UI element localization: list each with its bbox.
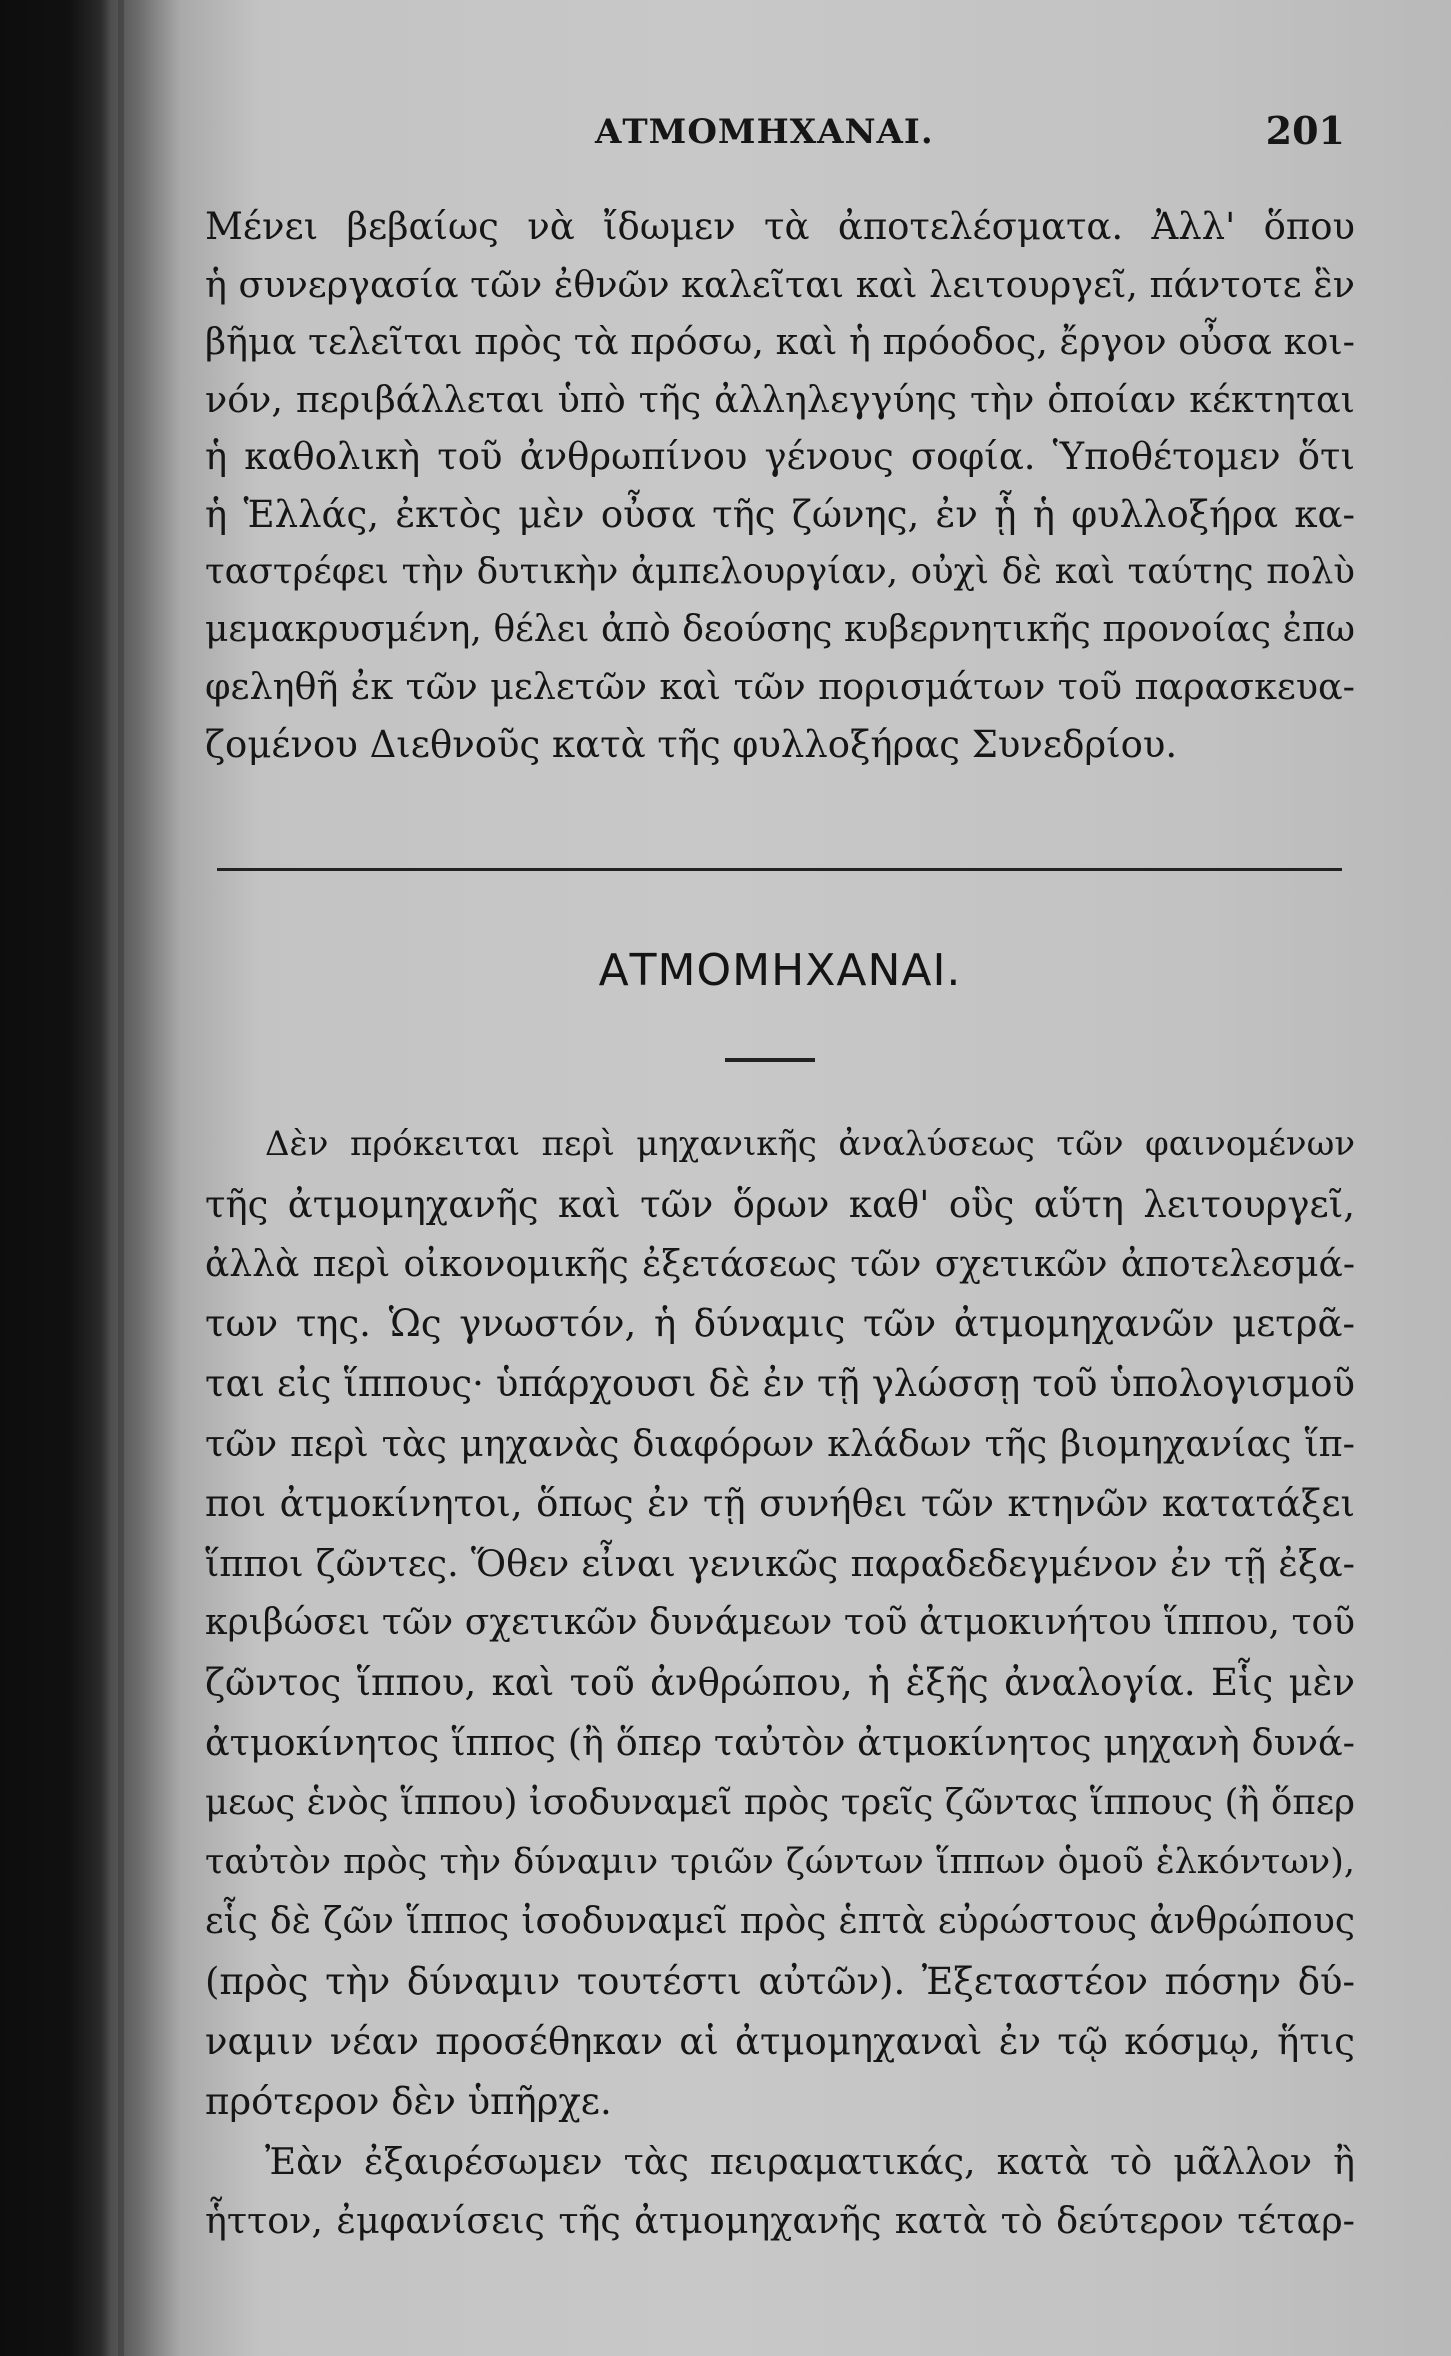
text-line: μεως ἑνὸς ἵππου) ἰσοδυναμεῖ πρὸς τρεῖς ζῶντας ἵππους (ἢ ὅπερ [205, 1781, 1355, 1823]
text-line: βῆμα τελεῖται πρὸς τὰ πρόσω, καὶ ἡ πρόοδος, ἔργον οὖσα κοι- [205, 320, 1355, 363]
running-head-title: ΑΤΜΟΜΗΧΑΝΑΙ. [595, 112, 934, 152]
text-line: ποι ἀτμοκίνητοι, ὅπως ἐν τῇ συνήθει τῶν κτηνῶν κατατάξει [205, 1481, 1355, 1525]
text-line: ἀτμοκίνητος ἵππος (ἢ ὅπερ ταὐτὸν ἀτμοκίνητος μηχανὴ δυνά- [205, 1720, 1355, 1764]
text-line: ἡ συνεργασία τῶν ἐθνῶν καλεῖται καὶ λειτουργεῖ, πάντοτε ἓν [205, 262, 1355, 306]
text-line: ἵπποι ζῶντες. Ὅθεν εἶναι γενικῶς παραδεδεγμένον ἐν τῇ ἐξα- [205, 1541, 1355, 1585]
text-line: ται εἰς ἵππους· ὑπάρχουσι δὲ ἐν τῇ γλώσσῃ τοῦ ὑπολογισμοῦ [205, 1362, 1355, 1406]
text-line: μεμακρυσμένη, θέλει ἀπὸ δεούσης κυβερνητικῆς προνοίας ἐπω [205, 608, 1355, 650]
text-line: ναμιν νέαν προσέθηκαν αἱ ἀτμομηχαναὶ ἐν τῷ κόσμῳ, ἥτις [205, 2019, 1355, 2063]
text-line: ἡ Ἑλλάς, ἐκτὸς μὲν οὖσα τῆς ζώνης, ἐν ᾗ ἡ φυλλοξήρα κα- [205, 492, 1355, 536]
page-number: 201 [1265, 108, 1345, 153]
text-line: Δὲν πρόκειται περὶ μηχανικῆς ἀναλύσεως τῶν φαινομένων [265, 1124, 1355, 1164]
section-title: ΑΤΜΟΜΗΧΑΝΑΙ. [598, 945, 962, 996]
text-line: ἧττον, ἐμφανίσεις τῆς ἀτμομηχανῆς κατὰ τὸ δεύτερον τέταρ- [205, 2199, 1355, 2243]
top-paragraph [205, 198, 1355, 773]
text-line: εἷς δὲ ζῶν ἵππος ἰσοδυναμεῖ πρὸς ἑπτὰ εὐρώστους ἀνθρώπους [205, 1901, 1355, 1943]
title-underline [725, 1058, 815, 1062]
text-line: φεληθῆ ἐκ τῶν μελετῶν καὶ τῶν πορισμάτων τοῦ παρασκευα- [205, 665, 1355, 708]
book-spine-shadow [0, 0, 110, 2356]
gutter-shadow [118, 0, 124, 2356]
text-line: νόν, περιβάλλεται ὑπὸ τῆς ἀλληλεγγύης τὴν ὁποίαν κέκτηται [205, 377, 1355, 421]
text-line: ἡ καθολικὴ τοῦ ἀνθρωπίνου γένους σοφία. Ὑποθέτομεν ὅτι [205, 435, 1355, 478]
running-head [205, 108, 1355, 162]
text-line: τῶν περὶ τὰς μηχανὰς διαφόρων κλάδων τῆς βιομηχανίας ἵπ- [205, 1421, 1355, 1465]
text-line: ζομένου Διεθνοῦς κατὰ τῆς φυλλοξήρας Συνεδρίου. [205, 722, 1178, 766]
text-line: των της. Ὡς γνωστόν, ἡ δύναμις τῶν ἀτμομηχανῶν μετρᾶ- [205, 1302, 1355, 1346]
text-line: ζῶντος ἵππου, καὶ τοῦ ἀνθρώπου, ἡ ἑξῆς ἀναλογία. Εἷς μὲν [205, 1661, 1355, 1705]
text-line: τῆς ἀτμομηχανῆς καὶ τῶν ὅρων καθ' οὓς αὕτη λειτουργεῖ, [205, 1182, 1355, 1226]
text-line: ταὐτὸν πρὸς τὴν δύναμιν τριῶν ζώντων ἵππων ὁμοῦ ἑλκόντων), [205, 1841, 1355, 1882]
text-line: ἀλλὰ περὶ οἰκονομικῆς ἐξετάσεως τῶν σχετικῶν ἀποτελεσμά- [205, 1243, 1355, 1285]
text-line: ταστρέφει τὴν δυτικὴν ἀμπελουργίαν, οὐχὶ δὲ καὶ ταύτης πολὺ [205, 551, 1355, 592]
text-line: κριβώσει τῶν σχετικῶν δυνάμεων τοῦ ἀτμοκινήτου ἵππου, τοῦ [205, 1602, 1355, 1644]
text-line: πρότερον δὲν ὑπῆρχε. [205, 2079, 612, 2123]
section-divider [217, 868, 1342, 871]
text-line: (πρὸς τὴν δύναμιν τουτέστι αὐτῶν). Ἐξεταστέον πόσην δύ- [205, 1960, 1355, 2004]
main-paragraph [205, 1115, 1355, 2251]
text-line: Μένει βεβαίως νὰ ἴδωμεν τὰ ἀποτελέσματα. Ἀλλ' ὅπου [205, 205, 1355, 248]
text-line: Ἐὰν ἐξαιρέσωμεν τὰς πειραματικάς, κατὰ τὸ μᾶλλον ἢ [265, 2139, 1355, 2183]
